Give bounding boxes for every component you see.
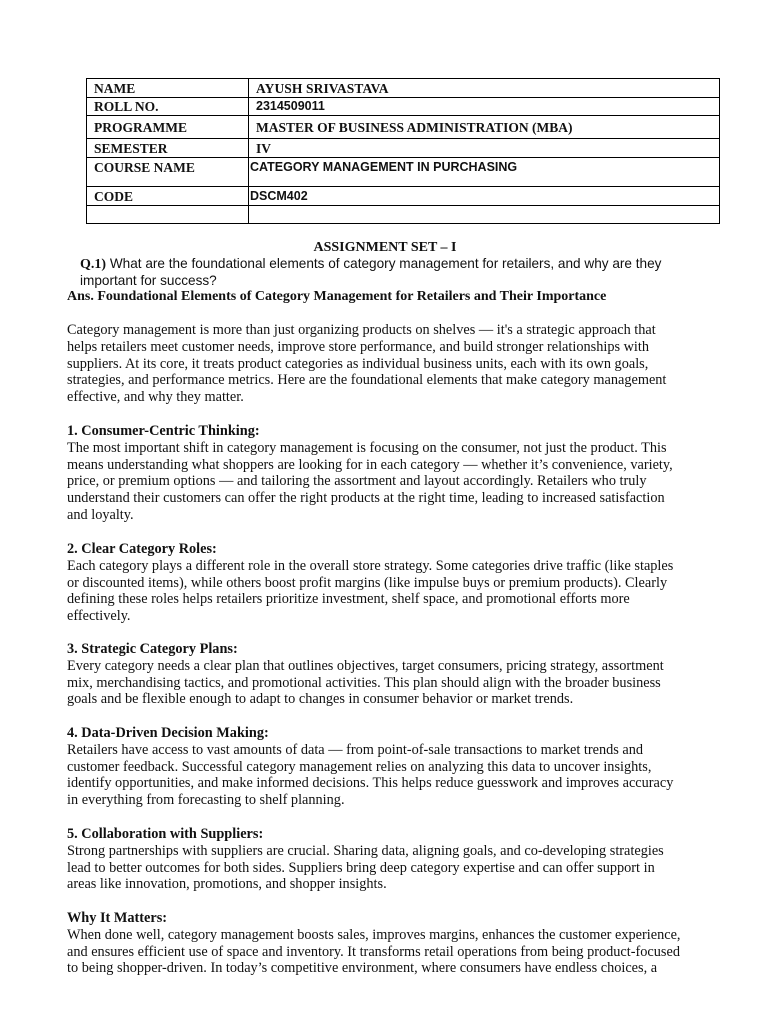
assignment-title: [0, 240, 768, 256]
info-row-semester: [87, 139, 720, 158]
text-line: helps retailers meet customer needs, improve store performance, and build stronger relationships with: [67, 338, 650, 355]
question-label: Q.1): [80, 257, 107, 272]
info-value-semester: IV: [249, 139, 720, 158]
section-heading: 5. Collaboration with Suppliers:: [67, 826, 264, 842]
text-line: and ensures efficient use of space and inventory. It transforms retail operations from being product-focused: [67, 943, 680, 960]
section-heading: 2. Clear Category Roles:: [67, 541, 217, 557]
info-row-course: [87, 158, 720, 187]
info-row-empty: [87, 206, 720, 224]
text-line: mix, merchandising tactics, and promotional activities. This plan should align with the broader business: [67, 674, 661, 691]
assignment-title-text: ASSIGNMENT SET – I: [313, 240, 457, 255]
section-category-roles: [67, 541, 737, 625]
text-line: The most important shift in category management is focusing on the consumer, not just the product. This: [67, 439, 667, 456]
text-line: lead to better outcomes for both sides. Suppliers bring deep category expertise and can offer support in: [67, 859, 655, 876]
text-line: to being shopper-driven. In today’s competitive environment, where consumers have endless choices, a: [67, 960, 658, 977]
text-line: Strong partnerships with suppliers are crucial. Sharing data, aligning goals, and co-developing strategies: [67, 842, 664, 859]
answer-heading: Ans. Foundational Elements of Category Management for Retailers and Their Importance: [67, 289, 607, 304]
text-line: When done well, category management boosts sales, improves margins, enhances the customer experience,: [67, 926, 681, 943]
text-line: understand their customers can offer the right products at the right time, leading to increased satisfaction: [67, 490, 665, 507]
info-label: CODE: [87, 187, 249, 206]
question-block: [80, 256, 720, 289]
section-heading: 4. Data-Driven Decision Making:: [67, 725, 269, 741]
section-consumer-centric: [67, 423, 737, 524]
text-line: effective, and why they matter.: [67, 389, 244, 406]
section-heading: Why It Matters:: [67, 910, 168, 926]
info-value-empty: [249, 206, 720, 224]
text-line: areas like innovation, promotions, and shopper insights.: [67, 876, 387, 893]
info-label: [87, 206, 249, 224]
intro-paragraph: [67, 322, 737, 406]
text-line: identify opportunities, and make informed decisions. This helps reduce guesswork and improves accuracy: [67, 775, 674, 792]
text-line: Retailers have access to vast amounts of data — from point-of-sale transactions to market trends and: [67, 741, 644, 758]
info-value-roll: 2314509011: [249, 98, 720, 116]
section-why-it-matters: [67, 910, 737, 977]
text-line: price, or premium options — and tailoring the assortment and layout accordingly. Retailers who truly: [67, 473, 647, 490]
info-value-course: CATEGORY MANAGEMENT IN PURCHASING: [249, 158, 720, 187]
info-row-name: [87, 79, 720, 98]
info-row-roll: [87, 98, 720, 116]
info-row-code: [87, 187, 720, 206]
section-collaboration: [67, 826, 737, 893]
text-line: suppliers. At its core, it treats product categories as individual business units, each with its own goals,: [67, 355, 649, 372]
text-line: or discounted items), while others boost profit margins (like impulse buys or premium products). Clearly: [67, 574, 668, 591]
question-line: [80, 256, 720, 273]
info-value-name: AYUSH SRIVASTAVA: [249, 79, 720, 98]
student-info-table: [86, 78, 720, 224]
text-line: Category management is more than just organizing products on shelves — it's a strategic approach that: [67, 322, 656, 338]
text-line: customer feedback. Successful category management relies on analyzing this data to uncover insights,: [67, 758, 652, 775]
question-text-continued: important for success?: [80, 273, 217, 288]
text-line: defining these roles helps retailers prioritize investment, shelf space, and promotional efforts more: [67, 591, 630, 608]
text-line: goals and be flexible enough to adapt to changes in consumer behavior or market trends.: [67, 691, 574, 708]
text-line: and loyalty.: [67, 506, 134, 523]
text-line: effectively.: [67, 608, 131, 625]
section-data-driven: [67, 725, 737, 809]
text-line: Every category needs a clear plan that outlines objectives, target consumers, pricing strategy, assortment: [67, 657, 664, 674]
info-label: PROGRAMME: [87, 116, 249, 139]
info-label: NAME: [87, 79, 249, 98]
text-line: in everything from forecasting to shelf planning.: [67, 792, 345, 809]
info-label: COURSE NAME: [87, 158, 249, 187]
text-line: means understanding what shoppers are looking for in each category — whether it’s convenience, variety,: [67, 456, 673, 473]
info-label: SEMESTER: [87, 139, 249, 158]
question-text: What are the foundational elements of category management for retailers, and why are they: [109, 256, 662, 271]
text-line: strategies, and performance metrics. Here are the foundational elements that make category management: [67, 372, 667, 389]
info-row-programme: [87, 116, 720, 139]
text-line: Each category plays a different role in the overall store strategy. Some categories drive traffic (like staples: [67, 557, 674, 574]
section-heading: 3. Strategic Category Plans:: [67, 641, 238, 657]
section-heading: 1. Consumer-Centric Thinking:: [67, 423, 260, 439]
section-strategic-plans: [67, 641, 737, 708]
info-value-code: DSCM402: [249, 187, 720, 206]
info-value-programme: MASTER OF BUSINESS ADMINISTRATION (MBA): [249, 116, 720, 139]
info-label: ROLL NO.: [87, 98, 249, 116]
